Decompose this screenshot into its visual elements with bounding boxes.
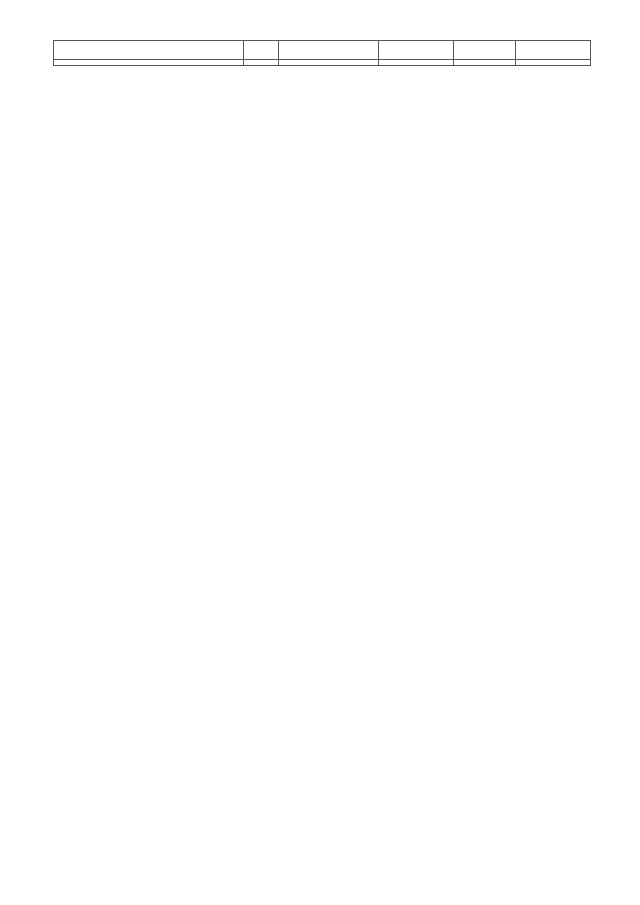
header-code: [244, 41, 279, 60]
header-approved: [379, 41, 454, 60]
column-number: [244, 60, 279, 66]
budget-table: [53, 40, 591, 66]
header-executed: [454, 41, 516, 60]
column-number: [279, 60, 379, 66]
column-number: [454, 60, 516, 66]
header-classification: [279, 41, 379, 60]
header-name: [54, 41, 244, 60]
table-header-row: [54, 41, 591, 60]
column-number-row: [54, 60, 591, 66]
column-number: [379, 60, 454, 66]
header-unexecuted: [516, 41, 591, 60]
column-number: [54, 60, 244, 66]
column-number: [516, 60, 591, 66]
